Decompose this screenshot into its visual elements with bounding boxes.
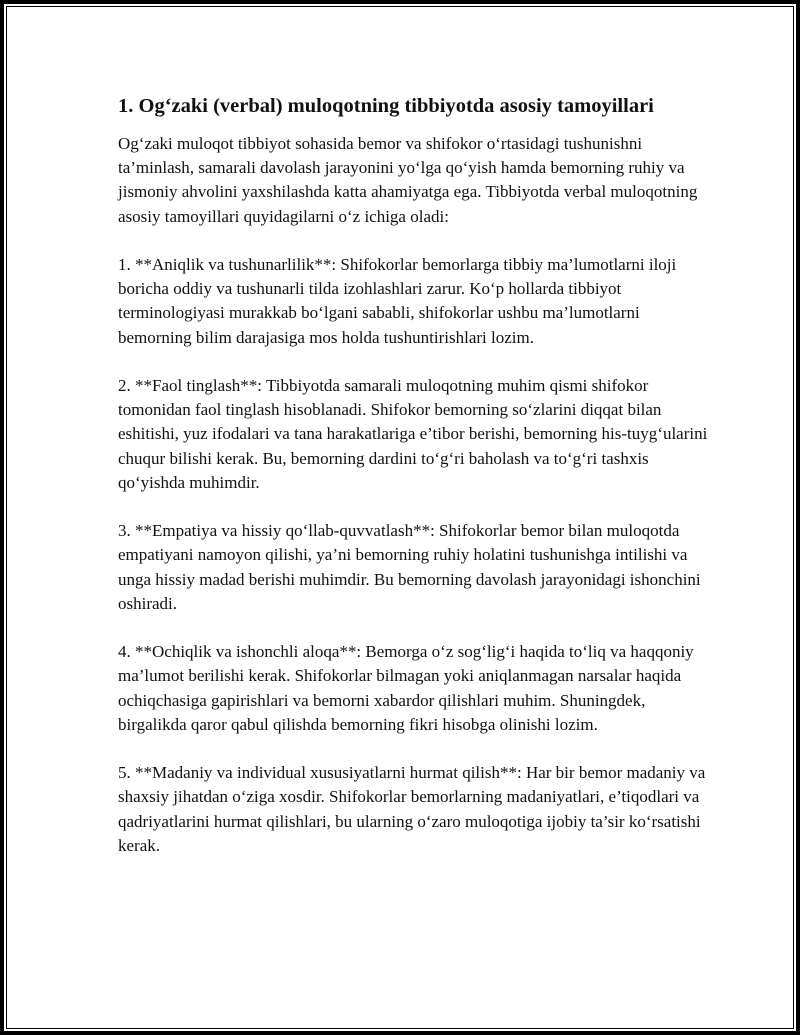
section-heading: 1. Og‘zaki (verbal) muloqotning tibbiyotda asosiy tamoyillari <box>118 95 654 117</box>
principle-active-listening: 2. **Faol tinglash**: Tibbiyotda samarali muloqotning muhim qismi shifokor tomonidan faol tinglash hisoblanadi. Shifokor bemorning so‘zlarini diqqat bilan eshitishi, yuz ifodalari va tana harakatlariga e’tibor berishi, bemorning his-tuyg‘ularini chuqur bilishi kerak. Bu, bemorning dardini to‘g‘ri baholash va to‘g‘ri tashxis qo‘yishda muhimdir. <box>118 376 708 492</box>
principle-openness: 4. **Ochiqlik va ishonchli aloqa**: Bemorga o‘z sog‘lig‘i haqida to‘liq va haqqoniy ma’lumot berilishi kerak. Shifokorlar bilmagan yoki aniqlanmagan narsalar haqida ochiqchasiga gapirishlari va bemorni xabardor qilishlari muhim. Shuningdek, birgalikda qaror qabul qilishda bemorning fikri hisobga olinishi lozim. <box>118 642 694 734</box>
principle-empathy: 3. **Empatiya va hissiy qo‘llab-quvvatlash**: Shifokorlar bemor bilan muloqotda empatiyani namoyon qilishi, ya’ni bemorning ruhiy holatini tushunishga intilishi va unga hissiy madad berishi muhimdir. Bu bemorning davolash jarayonidagi ishonchini oshiradi. <box>118 521 701 613</box>
principle-clarity: 1. **Aniqlik va tushunarlilik**: Shifokorlar bemorlarga tibbiy ma’lumotlarni iloji boricha oddiy va tushunarli tilda izohlashlari zarur. Ko‘p hollarda tibbiyot terminologiyasi murakkab bo‘lgani sababli, shifokorlar ushbu ma’lumotlarni bemorning bilim darajasiga mos holda tushuntirishlari lozim. <box>118 255 677 347</box>
principle-cultural-respect: 5. **Madaniy va individual xususiyatlarni hurmat qilish**: Har bir bemor madaniy va shaxsiy jihatdan o‘ziga xosdir. Shifokorlar bemorlarning madaniyatlari, e’tiqodlari va qadriyatlarini hurmat qilishlari, bu ularning o‘zaro muloqotiga ijobiy ta’sir ko‘rsatishi kerak. <box>118 763 706 855</box>
intro-paragraph: Og‘zaki muloqot tibbiyot sohasida bemor va shifokor o‘rtasidagi tushunishni ta’minlash, samarali davolash jarayonini yo‘lga qo‘yish hamda bemorning ruhiy va jismoniy ahvolini yaxshilashda katta ahamiyatga ega. Tibbiyotda verbal muloqotning asosiy tamoyillari quyidagilarni o‘z ichiga oladi: <box>118 134 698 226</box>
document-body <box>118 92 708 882</box>
